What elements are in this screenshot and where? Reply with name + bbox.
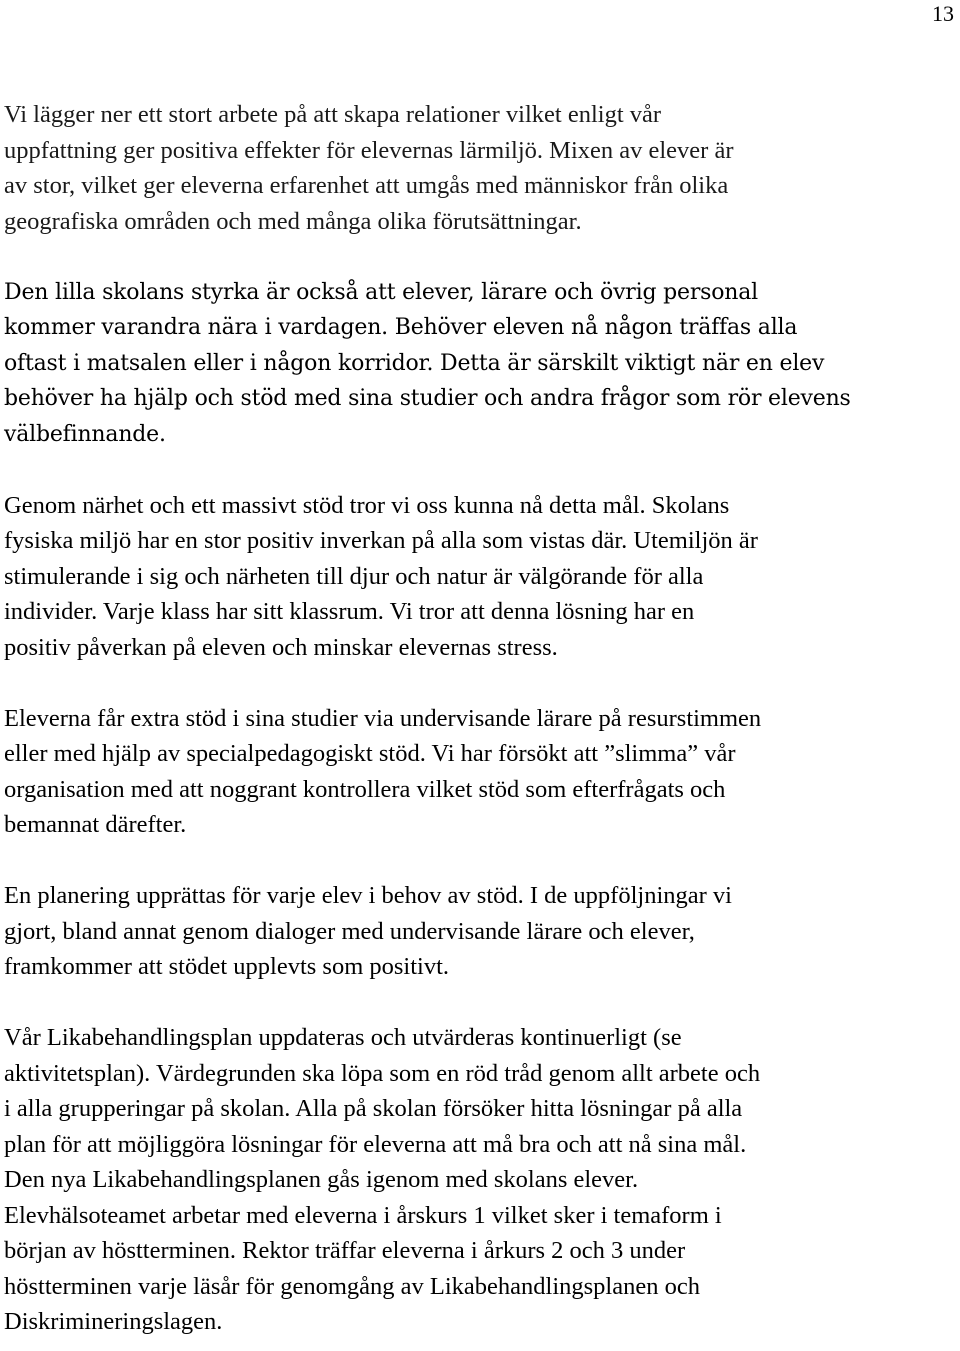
text-line: Vår Likabehandlingsplan uppdateras och utvärderas kontinuerligt (se xyxy=(4,1024,682,1051)
text-line: geografiska områden och med många olika förutsättningar. xyxy=(4,207,582,235)
text-line: höstterminen varje läsår för genomgång av Likabehandlingsplanen och xyxy=(4,1272,700,1300)
paragraph xyxy=(4,1020,959,1340)
paragraph xyxy=(4,878,959,985)
paragraph xyxy=(4,701,959,843)
text-line: fysiska miljö har en stor positiv inverkan på alla som vistas där. Utemiljön är xyxy=(4,527,758,554)
text-line: Diskrimineringslagen. xyxy=(4,1308,223,1335)
text-line: Eleverna får extra stöd i sina studier via undervisande lärare på resurstimmen xyxy=(4,704,762,732)
text-line: behöver ha hjälp och stöd med sina studier och andra frågor som rör elevens xyxy=(4,386,851,411)
text-line: Den nya Likabehandlingsplanen gås igenom med skolans elever. xyxy=(4,1166,639,1193)
paragraph-gap xyxy=(4,239,959,275)
text-line: positiv påverkan på eleven och minskar elevernas stress. xyxy=(4,633,558,661)
text-line: välbefinnande. xyxy=(4,421,166,447)
text-line: eller med hjälp av specialpedagogiskt stöd. Vi har försökt att ”slimma” vår xyxy=(4,740,736,767)
page-number: 13 xyxy=(932,1,954,26)
text-line: Den lilla skolans styrka är också att elever, lärare och övrig personal xyxy=(4,279,759,305)
paragraph xyxy=(4,488,959,666)
text-line: En planering upprättas för varje elev i behov av stöd. I de uppföljningar vi xyxy=(4,882,732,909)
paragraph-gap xyxy=(4,452,959,488)
text-line: början av höstterminen. Rektor träffar eleverna i årkurs 2 och 3 under xyxy=(4,1237,686,1264)
document-body xyxy=(4,97,959,1340)
paragraph xyxy=(4,97,959,239)
text-line: plan för att möjliggöra lösningar för eleverna att må bra och att nå sina mål. xyxy=(4,1130,747,1158)
text-line: Vi lägger ner ett stort arbete på att skapa relationer vilket enligt vår xyxy=(4,101,662,128)
text-line: framkommer att stödet upplevts som positivt. xyxy=(4,953,450,980)
paragraph-gap xyxy=(4,665,959,701)
paragraph-gap xyxy=(4,985,959,1021)
text-line: individer. Varje klass har sitt klassrum. Vi tror att denna lösning har en xyxy=(4,598,695,625)
text-line: organisation med att noggrant kontrollera vilket stöd som efterfrågats och xyxy=(4,775,726,803)
text-line: i alla grupperingar på skolan. Alla på skolan försöker hitta lösningar på alla xyxy=(4,1095,743,1122)
text-line: av stor, vilket ger eleverna erfarenhet att umgås med människor från olika xyxy=(4,172,729,199)
text-line: bemannat därefter. xyxy=(4,811,187,838)
text-line: oftast i matsalen eller i någon korridor. Detta är särskilt viktigt när en elev xyxy=(4,350,825,376)
text-line: Elevhälsoteamet arbetar med eleverna i årskurs 1 vilket sker i temaform i xyxy=(4,1201,722,1229)
paragraph xyxy=(4,275,959,453)
paragraph-gap xyxy=(4,843,959,879)
text-line: aktivitetsplan). Värdegrunden ska löpa som en röd tråd genom allt arbete och xyxy=(4,1059,761,1087)
text-line: kommer varandra nära i vardagen. Behöver eleven nå någon träffas alla xyxy=(4,315,798,340)
text-line: uppfattning ger positiva effekter för elevernas lärmiljö. Mixen av elever är xyxy=(4,136,734,164)
text-line: stimulerande i sig och närheten till djur och natur är välgörande för alla xyxy=(4,562,704,590)
text-line: gjort, bland annat genom dialoger med undervisande lärare och elever, xyxy=(4,917,695,945)
text-line: Genom närhet och ett massivt stöd tror vi oss kunna nå detta mål. Skolans xyxy=(4,491,730,519)
